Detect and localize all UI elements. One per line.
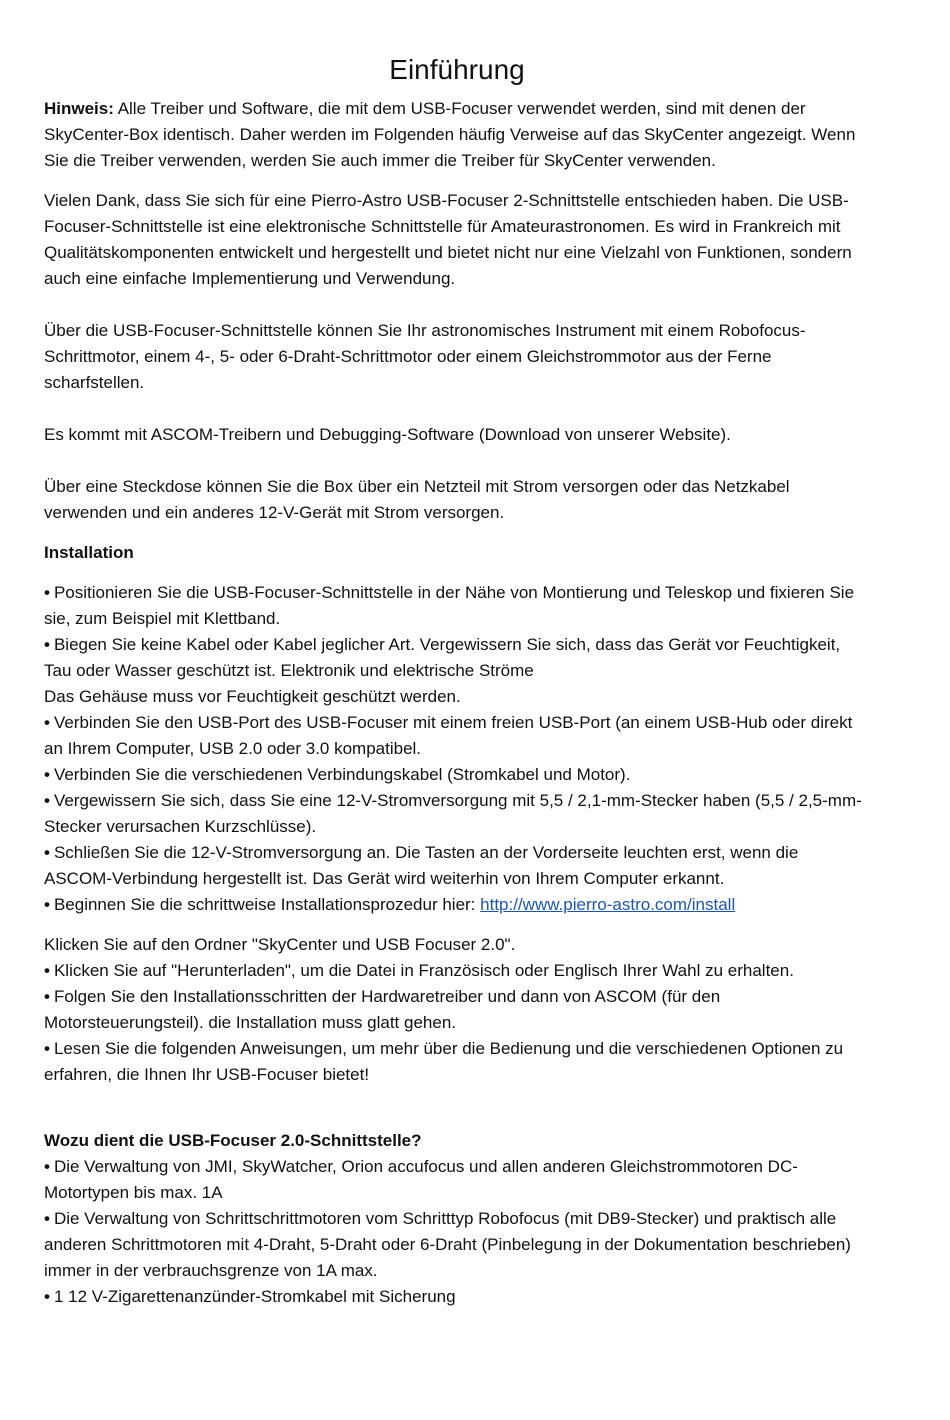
list-item: • Die Verwaltung von Schrittschrittmotoren vom Schritttyp Robofocus (mit DB9-Stecker) und praktisch alle anderen Schrittmotoren mit 4-Draht, 5-Draht oder 6-Draht (Pinbelegung in der Dokumentation beschrieben) immer in der verbrauchsgrenze von 1A max. xyxy=(44,1209,851,1280)
list-item: • Folgen Sie den Installationsschritten der Hardwaretreiber und dann von ASCOM (für den Motorsteuerungsteil). die Installation muss glatt gehen. xyxy=(44,987,721,1032)
bullet-icon: • xyxy=(44,843,50,862)
page-title: Einführung xyxy=(389,54,525,85)
list-item: • 1 12 V-Zigarettenanzünder-Stromkabel mit Sicherung xyxy=(44,1287,456,1306)
intro-paragraph-3: Es kommt mit ASCOM-Treibern und Debugging-Software (Download von unserer Website). xyxy=(44,425,731,444)
intro-paragraph-4: Über eine Steckdose können Sie die Box über ein Netzteil mit Strom versorgen oder das Netzkabel verwenden und ein anderes 12-V-Gerät mit Strom versorgen. xyxy=(44,477,790,522)
bullet-icon: • xyxy=(44,635,50,654)
list-item: • Die Verwaltung von JMI, SkyWatcher, Orion accufocus und allen anderen Gleichstrommotoren DC-Motortypen bis max. 1A xyxy=(44,1157,798,1202)
purpose-heading: Wozu dient die USB-Focuser 2.0-Schnittstelle? xyxy=(44,1131,422,1150)
list-item: • Verbinden Sie die verschiedenen Verbindungskabel (Stromkabel und Motor). xyxy=(44,765,631,784)
intro-paragraph-1: Vielen Dank, dass Sie sich für eine Pierro-Astro USB-Focuser 2-Schnittstelle entschieden haben. Die USB-Focuser-Schnittstelle ist eine elektronische Schnittstelle für Amateurastronomen. Es wird in Frankreich mit Qualitätskomponenten entwickelt und hergestellt und bietet nicht nur eine Vielzahl von Funktionen, sondern auch eine einfache Implementierung und Verwendung. xyxy=(44,191,852,288)
bullet-icon: • xyxy=(44,765,50,784)
list-item: • Klicken Sie auf "Herunterladen", um die Datei in Französisch oder Englisch Ihrer Wahl zu erhalten. xyxy=(44,961,794,980)
note-label: Hinweis: xyxy=(44,99,114,118)
list-item: • Schließen Sie die 12-V-Stromversorgung an. Die Tasten an der Vorderseite leuchten erst, wenn die ASCOM-Verbindung hergestellt ist. Das Gerät wird weiterhin von Ihrem Computer erkannt. xyxy=(44,843,799,888)
note-text: Alle Treiber und Software, die mit dem USB-Focuser verwendet werden, sind mit denen der SkyCenter-Box identisch. Daher werden im Folgenden häufig Verweise auf das SkyCenter angezeigt. Wenn Sie die Treiber verwenden, werden Sie auch immer die Treiber für SkyCenter verwenden. xyxy=(44,99,856,170)
installation-heading: Installation xyxy=(44,543,134,562)
bullet-icon: • xyxy=(44,583,50,602)
bullet-icon: • xyxy=(44,1287,50,1306)
housing-line: Das Gehäuse muss vor Feuchtigkeit geschützt werden. xyxy=(44,687,461,706)
list-item: • Verbinden Sie den USB-Port des USB-Focuser mit einem freien USB-Port (an einem USB-Hub oder direkt an Ihrem Computer, USB 2.0 oder 3.0 kompatibel. xyxy=(44,713,853,758)
bullet-icon: • xyxy=(44,895,50,914)
bullet-icon: • xyxy=(44,791,50,810)
list-item: • Lesen Sie die folgenden Anweisungen, um mehr über die Bedienung und die verschiedenen Optionen zu erfahren, die Ihnen Ihr USB-Focuser bietet! xyxy=(44,1039,844,1084)
list-item: • Biegen Sie keine Kabel oder Kabel jeglicher Art. Vergewissern Sie sich, dass das Gerät vor Feuchtigkeit, Tau oder Wasser geschützt ist. Elektronik und elektrische Ströme xyxy=(44,635,841,680)
bullet-icon: • xyxy=(44,1157,50,1176)
install-link[interactable]: http://www.pierro-astro.com/install xyxy=(480,895,736,914)
list-item: • Beginnen Sie die schrittweise Installationsprozedur hier: http://www.pierro-astro.com/install xyxy=(44,895,736,914)
bullet-icon: • xyxy=(44,713,50,732)
bullet-icon: • xyxy=(44,1209,50,1228)
intro-paragraph-2: Über die USB-Focuser-Schnittstelle können Sie Ihr astronomisches Instrument mit einem Robofocus-Schrittmotor, einem 4-, 5- oder 6-Draht-Schrittmotor oder einem Gleichstrommotor aus der Ferne scharfstellen. xyxy=(44,321,806,392)
list-item: • Vergewissern Sie sich, dass Sie eine 12-V-Stromversorgung mit 5,5 / 2,1-mm-Stecker haben (5,5 / 2,5-mm-Stecker verursachen Kurzschlüsse). xyxy=(44,791,862,836)
note-paragraph xyxy=(44,96,870,174)
folder-line: Klicken Sie auf den Ordner "SkyCenter und USB Focuser 2.0". xyxy=(44,935,516,954)
bullet-icon: • xyxy=(44,961,50,980)
bullet-icon: • xyxy=(44,1039,50,1058)
list-item: • Positionieren Sie die USB-Focuser-Schnittstelle in der Nähe von Montierung und Teleskop und fixieren Sie sie, zum Beispiel mit Klettband. xyxy=(44,583,855,628)
bullet-icon: • xyxy=(44,987,50,1006)
